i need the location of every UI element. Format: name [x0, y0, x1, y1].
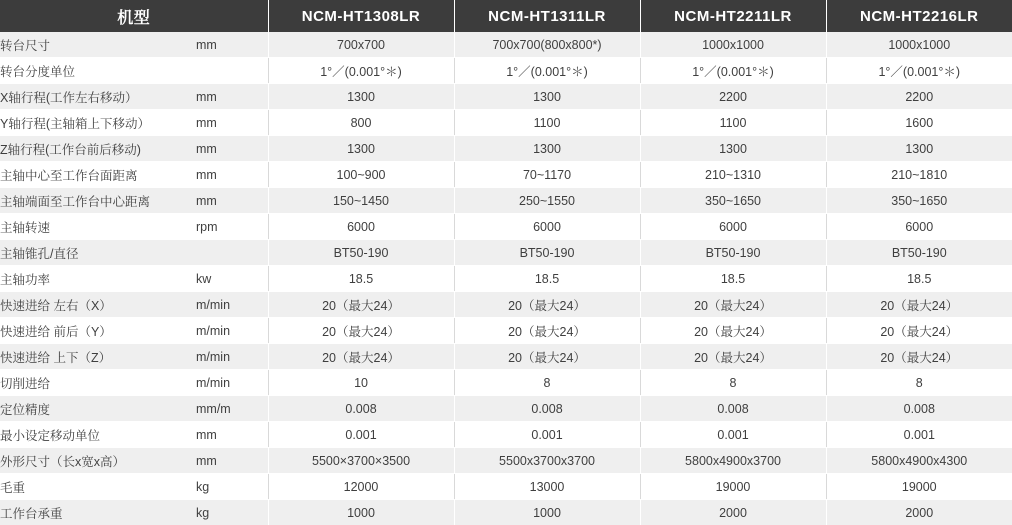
row-unit: kg: [196, 500, 268, 525]
row-unit: [196, 58, 268, 84]
row-value: 6000: [454, 214, 640, 240]
row-value: 150~1450: [268, 188, 454, 214]
header-model-1: NCM-HT1308LR: [268, 0, 454, 32]
row-unit: mm: [196, 422, 268, 448]
row-value: 5800x4900x3700: [640, 448, 826, 474]
row-label: 毛重: [0, 474, 196, 500]
row-label: 主轴端面至工作台中心距离: [0, 188, 196, 214]
row-value: 210~1310: [640, 162, 826, 188]
row-value: 18.5: [268, 266, 454, 292]
row-value: 1600: [826, 110, 1012, 136]
row-value: 1300: [268, 136, 454, 162]
row-value: 5800x4900x4300: [826, 448, 1012, 474]
table-row: [0, 370, 1012, 396]
row-label: 快速进给 左右（X）: [0, 292, 196, 318]
row-value: 20（最大24）: [268, 292, 454, 318]
row-label: 工作台承重: [0, 500, 196, 525]
table-row: [0, 422, 1012, 448]
row-value: 0.001: [640, 422, 826, 448]
table-row: [0, 318, 1012, 344]
row-value: 2200: [640, 84, 826, 110]
row-label: X轴行程(工作左右移动）: [0, 84, 196, 110]
row-label: 最小设定移动单位: [0, 422, 196, 448]
row-value: 1300: [826, 136, 1012, 162]
table-row: [0, 500, 1012, 525]
row-value: BT50-190: [268, 240, 454, 266]
table-body: [0, 32, 1012, 525]
row-label: 主轴转速: [0, 214, 196, 240]
row-label: 转台尺寸: [0, 32, 196, 58]
row-value: 2000: [826, 500, 1012, 525]
row-value: 1300: [454, 84, 640, 110]
row-value: 10: [268, 370, 454, 396]
row-unit: mm: [196, 188, 268, 214]
table-row: [0, 136, 1012, 162]
row-value: 6000: [826, 214, 1012, 240]
table-row: [0, 214, 1012, 240]
table-row: [0, 266, 1012, 292]
row-value: 250~1550: [454, 188, 640, 214]
row-unit: kw: [196, 266, 268, 292]
table-row: [0, 32, 1012, 58]
row-value: BT50-190: [640, 240, 826, 266]
row-value: 1100: [640, 110, 826, 136]
table-row: [0, 396, 1012, 422]
row-value: 0.008: [640, 396, 826, 422]
row-unit: m/min: [196, 344, 268, 370]
row-label: 主轴功率: [0, 266, 196, 292]
row-value: 20（最大24）: [454, 344, 640, 370]
row-unit: mm: [196, 136, 268, 162]
row-value: 18.5: [640, 266, 826, 292]
row-value: 12000: [268, 474, 454, 500]
row-unit: mm/m: [196, 396, 268, 422]
table-row: [0, 292, 1012, 318]
row-value: 1000x1000: [640, 32, 826, 58]
row-unit: kg: [196, 474, 268, 500]
row-value: BT50-190: [454, 240, 640, 266]
row-value: 1300: [454, 136, 640, 162]
row-value: 1100: [454, 110, 640, 136]
row-value: 100~900: [268, 162, 454, 188]
row-value: 70~1170: [454, 162, 640, 188]
table-row: [0, 58, 1012, 84]
row-value: 5500×3700×3500: [268, 448, 454, 474]
row-value: 1°／(0.001°＊): [640, 58, 826, 84]
row-value: 20（最大24）: [454, 292, 640, 318]
row-unit: m/min: [196, 370, 268, 396]
row-value: 8: [640, 370, 826, 396]
row-value: 19000: [640, 474, 826, 500]
row-value: 1000x1000: [826, 32, 1012, 58]
row-unit: [196, 240, 268, 266]
row-value: 6000: [268, 214, 454, 240]
row-value: 13000: [454, 474, 640, 500]
row-value: 20（最大24）: [826, 344, 1012, 370]
row-unit: mm: [196, 32, 268, 58]
row-value: 20（最大24）: [640, 344, 826, 370]
row-value: BT50-190: [826, 240, 1012, 266]
row-value: 1°／(0.001°＊): [826, 58, 1012, 84]
header-title: 机型: [0, 0, 268, 32]
row-value: 350~1650: [640, 188, 826, 214]
row-label: 切削进给: [0, 370, 196, 396]
row-unit: m/min: [196, 318, 268, 344]
table-row: [0, 162, 1012, 188]
row-value: 6000: [640, 214, 826, 240]
table-header: [0, 0, 1012, 32]
table-row: [0, 110, 1012, 136]
table-row: [0, 240, 1012, 266]
row-value: 700x700: [268, 32, 454, 58]
header-model-2: NCM-HT1311LR: [454, 0, 640, 32]
row-unit: m/min: [196, 292, 268, 318]
header-model-4: NCM-HT2216LR: [826, 0, 1012, 32]
row-value: 5500x3700x3700: [454, 448, 640, 474]
row-value: 1300: [268, 84, 454, 110]
row-unit: mm: [196, 110, 268, 136]
row-value: 1300: [640, 136, 826, 162]
row-label: 快速进给 前后（Y）: [0, 318, 196, 344]
row-value: 1°／(0.001°＊): [268, 58, 454, 84]
row-label: 主轴锥孔/直径: [0, 240, 196, 266]
row-value: 20（最大24）: [268, 344, 454, 370]
row-value: 210~1810: [826, 162, 1012, 188]
row-value: 20（最大24）: [454, 318, 640, 344]
row-label: Y轴行程(主轴箱上下移动）: [0, 110, 196, 136]
table-row: [0, 474, 1012, 500]
row-label: 快速进给 上下（Z）: [0, 344, 196, 370]
row-label: 外形尺寸（长x宽x高）: [0, 448, 196, 474]
header-row: [0, 0, 1012, 32]
row-value: 0.008: [826, 396, 1012, 422]
row-label: Z轴行程(工作台前后移动): [0, 136, 196, 162]
row-value: 0.008: [454, 396, 640, 422]
row-value: 18.5: [826, 266, 1012, 292]
row-value: 20（最大24）: [826, 292, 1012, 318]
row-value: 8: [826, 370, 1012, 396]
table-row: [0, 188, 1012, 214]
row-value: 19000: [826, 474, 1012, 500]
row-value: 2200: [826, 84, 1012, 110]
row-unit: rpm: [196, 214, 268, 240]
row-value: 800: [268, 110, 454, 136]
row-value: 20（最大24）: [826, 318, 1012, 344]
table-row: [0, 344, 1012, 370]
row-value: 18.5: [454, 266, 640, 292]
row-value: 1000: [454, 500, 640, 525]
row-value: 2000: [640, 500, 826, 525]
row-unit: mm: [196, 448, 268, 474]
row-value: 20（最大24）: [640, 318, 826, 344]
row-value: 1000: [268, 500, 454, 525]
row-label: 主轴中心至工作台面距离: [0, 162, 196, 188]
row-value: 8: [454, 370, 640, 396]
row-value: 350~1650: [826, 188, 1012, 214]
row-value: 20（最大24）: [640, 292, 826, 318]
row-value: 1°／(0.001°＊): [454, 58, 640, 84]
header-model-3: NCM-HT2211LR: [640, 0, 826, 32]
row-value: 0.001: [268, 422, 454, 448]
row-value: 700x700(800x800*): [454, 32, 640, 58]
row-label: 定位精度: [0, 396, 196, 422]
row-unit: mm: [196, 84, 268, 110]
row-value: 0.008: [268, 396, 454, 422]
row-value: 20（最大24）: [268, 318, 454, 344]
row-value: 0.001: [826, 422, 1012, 448]
table-row: [0, 448, 1012, 474]
row-value: 0.001: [454, 422, 640, 448]
row-unit: mm: [196, 162, 268, 188]
table-row: [0, 84, 1012, 110]
row-label: 转台分度单位: [0, 58, 196, 84]
